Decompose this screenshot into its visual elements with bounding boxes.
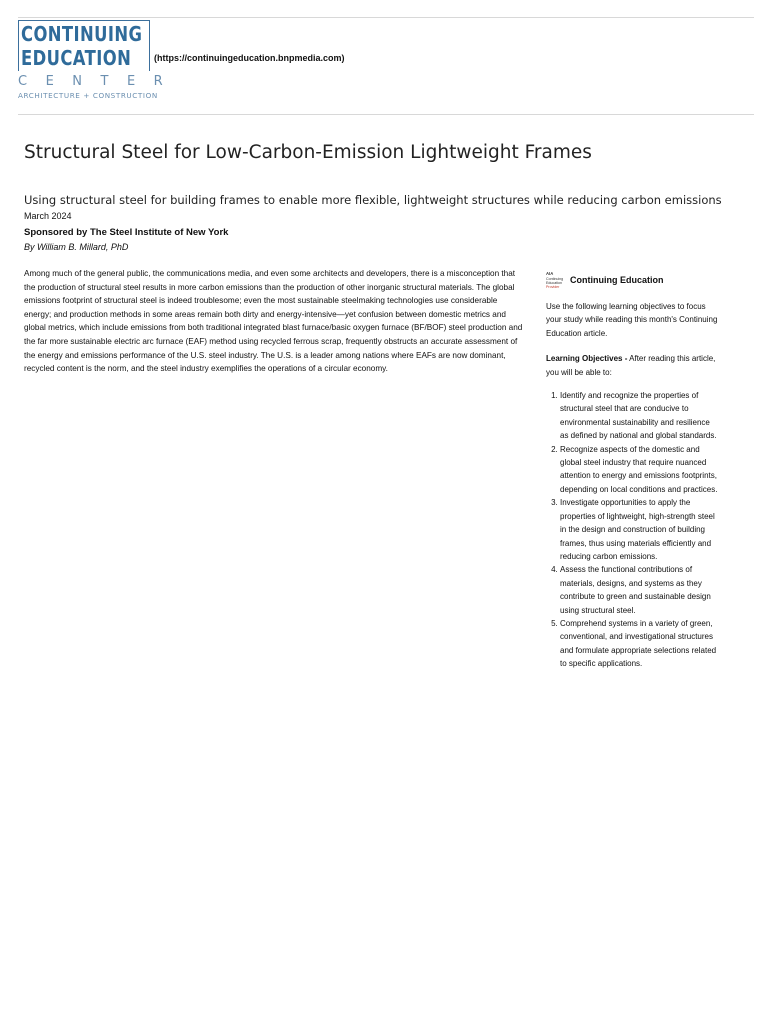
continuing-education-center-logo[interactable] [18, 20, 182, 100]
learning-objectives-text: After reading this article, you will be able to: [546, 354, 716, 377]
badge-line-4: Provider [546, 285, 560, 289]
objective-item: 5. Comprehend systems in a variety of green, conventional, and investigational structures and formulate appropriate selections related to specific applications. [560, 617, 718, 671]
badge-line-2: Continuing [546, 277, 564, 281]
sidebar-intro: Use the following learning objectives to focus your study while reading this month's Continuing Education article. [546, 302, 718, 338]
article-byline: By William B. Millard, PhD [24, 242, 129, 252]
badge-line-3: Education [546, 281, 562, 285]
logo-line-1: CONTINUING [21, 22, 143, 46]
article-title: Structural Steel for Low-Carbon-Emission Lightweight Frames [24, 142, 592, 163]
logo-line-3: CENTER [18, 74, 182, 89]
learning-objectives-label: Learning Objectives - [546, 354, 628, 364]
badge-line-1: AIA [546, 271, 554, 276]
objective-item: 2. Recognize aspects of the domestic and global steel industry that require nuanced attention to energy and emissions footprints, depending on local conditions and practices. [560, 443, 718, 497]
objective-item: 3. Investigate opportunities to apply the properties of lightweight, high-strength steel in the design and construction of building frames, thus using materials efficiently and reducing carbon emissions. [560, 496, 718, 563]
logo-line-4: ARCHITECTURE + CONSTRUCTION [18, 91, 158, 100]
article-sponsor: Sponsored by The Steel Institute of New York [24, 227, 229, 238]
header-bottom-divider [18, 114, 754, 115]
learning-objectives-intro [546, 352, 718, 379]
site-url-link[interactable]: (https://continuingeducation.bnpmedia.com) [154, 53, 345, 63]
article-date: March 2024 [24, 211, 72, 221]
header-top-divider [18, 17, 754, 18]
article-subtitle: Using structural steel for building frames to enable more flexible, lightweight structures while reducing carbon emissions [24, 193, 722, 207]
continuing-education-heading: Continuing Education [570, 275, 664, 285]
learning-objectives-list [546, 389, 718, 671]
learning-objectives-sidebar [546, 270, 718, 671]
aia-ce-provider-logo [546, 270, 718, 290]
logo-line-2: EDUCATION [21, 46, 132, 70]
aia-provider-badge-icon [546, 270, 567, 290]
objective-item: 1. Identify and recognize the properties of structural steel that are conducive to environmental sustainability and resilience as defined by national and global standards. [560, 389, 718, 443]
article-body: Among much of the general public, the communications media, and even some architects and developers, there is a misconception that the production of structural steel results in more carbon emissions than the production of other inorganic structural materials. The global emissions footprint of structural steel is indeed troublesome; even the most sustainable steelmaking technologies use considerable energy; and production methods in some areas remain both dirty and energy-intensive—yet confusion between domestic metrics and global metrics, which include emissions from both traditional integrated blast furnace/basic oxygen furnace (BF/BOF) steel production and the far more sustainable electric arc furnace (EAF) method using recycled ferrous scrap, frequently obstructs an accurate assessment of the energy and emissions performance of the U.S. steel industry. The U.S. is a leader among nations where EAFs are now dominant, recycled content is the norm, and the steel industry exemplifies the operations of a circular economy. [24, 269, 523, 374]
objective-item: 4. Assess the functional contributions of materials, designs, and systems as they contribute to green and sustainable design using structural steel. [560, 563, 718, 617]
